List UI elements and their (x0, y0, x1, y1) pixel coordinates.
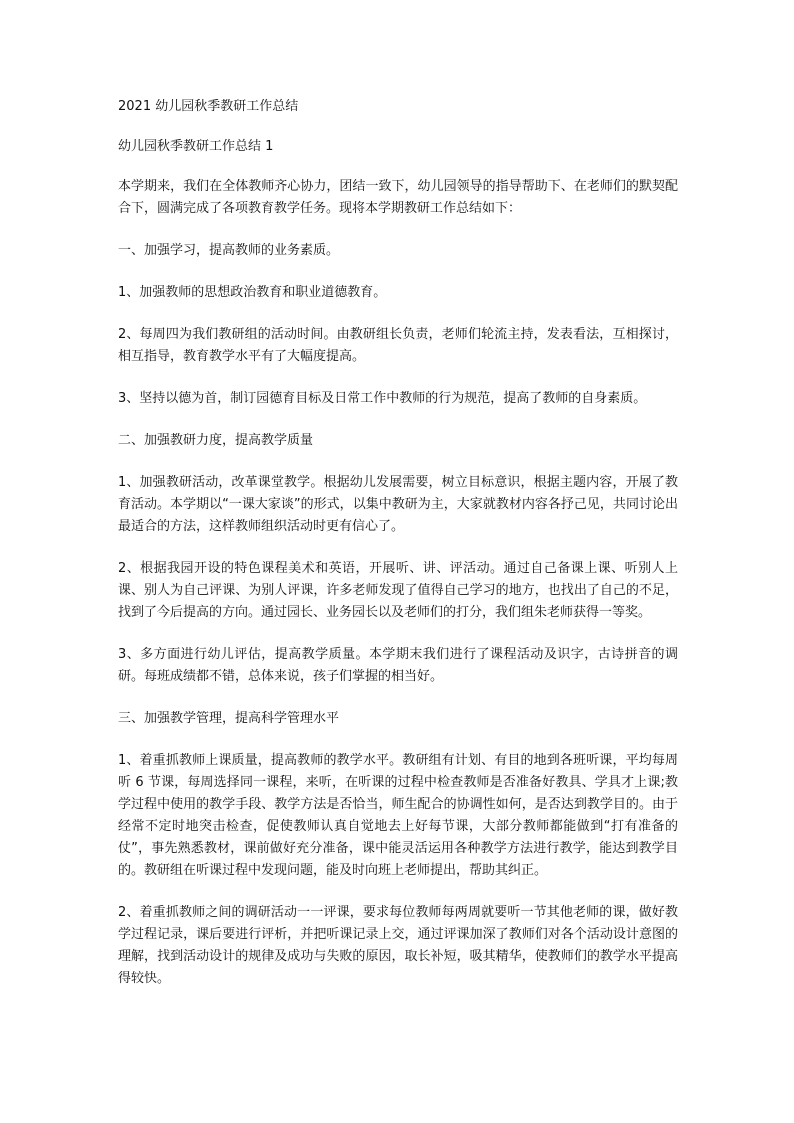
section-3-item-1: 1、着重抓教师上课质量，提高教师的教学水平。教研组有计划、有目的地到各班听课，平均每周听 6 节课，每周选择同一课程，来听，在听课的过程中检查教师是否准备好教具、学具才上课;教学过程中使用的教学手段、教学方法是否恰当，师生配合的协调性如何，是否达到教学目的。由于经常不定时地突击检查，促使教师认真自觉地去上好每节课，大部分教师都能做到“打有准备的仗”，事先熟悉教材，课前做好充分准备，课中能灵活运用各种教学方法进行教学，能达到教学目的。教研组在听课过程中发现问题，能及时向班上老师提出，帮助其纠正。 (118, 753, 678, 878)
section-1-item-3: 3、坚持以德为首，制订园德育目标及日常工作中教师的行为规范，提高了教师的自身素质。 (118, 391, 647, 406)
section-2-item-2: 2、根据我园开设的特色课程美术和英语，开展听、讲、评活动。通过自己备课上课、听别人上课、别人为自己评课、为别人评课，许多老师发现了值得自己学习的地方，也找出了自己的不足，找到了今后提高的方向。通过园长、业务园长以及老师们的打分，我们组朱老师获得一等奖。 (118, 561, 678, 620)
document-page (118, 96, 678, 1010)
section-2-item-3: 3、多方面进行幼儿评估，提高教学质量。本学期末我们进行了课程活动及识字，古诗拼音的调研。每班成绩都不错，总体来说，孩子们掌握的相当好。 (118, 647, 678, 684)
document-subtitle: 幼儿园秋季教研工作总结 1 (118, 139, 274, 154)
intro-paragraph: 本学期来，我们在全体教师齐心协力，团结一致下，幼儿园领导的指导帮助下、在老师们的默契配合下，圆满完成了各项教育教学任务。现将本学期教研工作总结如下： (118, 179, 678, 216)
section-1-item-2: 2、每周四为我们教研组的活动时间。由教研组长负责，老师们轮流主持，发表看法，互相探讨，相互指导，教育教学水平有了大幅度提高。 (118, 327, 678, 364)
document-title: 2021 幼儿园秋季教研工作总结 (118, 99, 299, 114)
section-heading-3: 三、加强教学管理，提高科学管理水平 (118, 711, 340, 726)
section-1-item-1: 1、加强教师的思想政治教育和职业道德教育。 (118, 285, 387, 300)
section-2-item-1: 1、加强教研活动，改革课堂教学。根据幼儿发展需要，树立目标意识，根据主题内容，开展了教育活动。本学期以“一课大家谈”的形式，以集中教研为主，大家就教材内容各抒己见，共同讨论出最适合的方法，这样教师组织活动时更有信心了。 (118, 475, 678, 534)
section-heading-2: 二、加强教研力度，提高教学质量 (118, 433, 314, 448)
section-heading-1: 一、加强学习，提高教师的业务素质。 (118, 243, 340, 258)
section-3-item-2: 2、着重抓教师之间的调研活动一一评课，要求每位教师每两周就要听一节其他老师的课，做好教学过程记录，课后要进行评析，并把听课记录上交，通过评课加深了教师们对各个活动设计意图的理解，找到活动设计的规律及成功与失败的原因，取长补短，吸其精华，使教师们的教学水平提高得较快。 (118, 905, 678, 986)
